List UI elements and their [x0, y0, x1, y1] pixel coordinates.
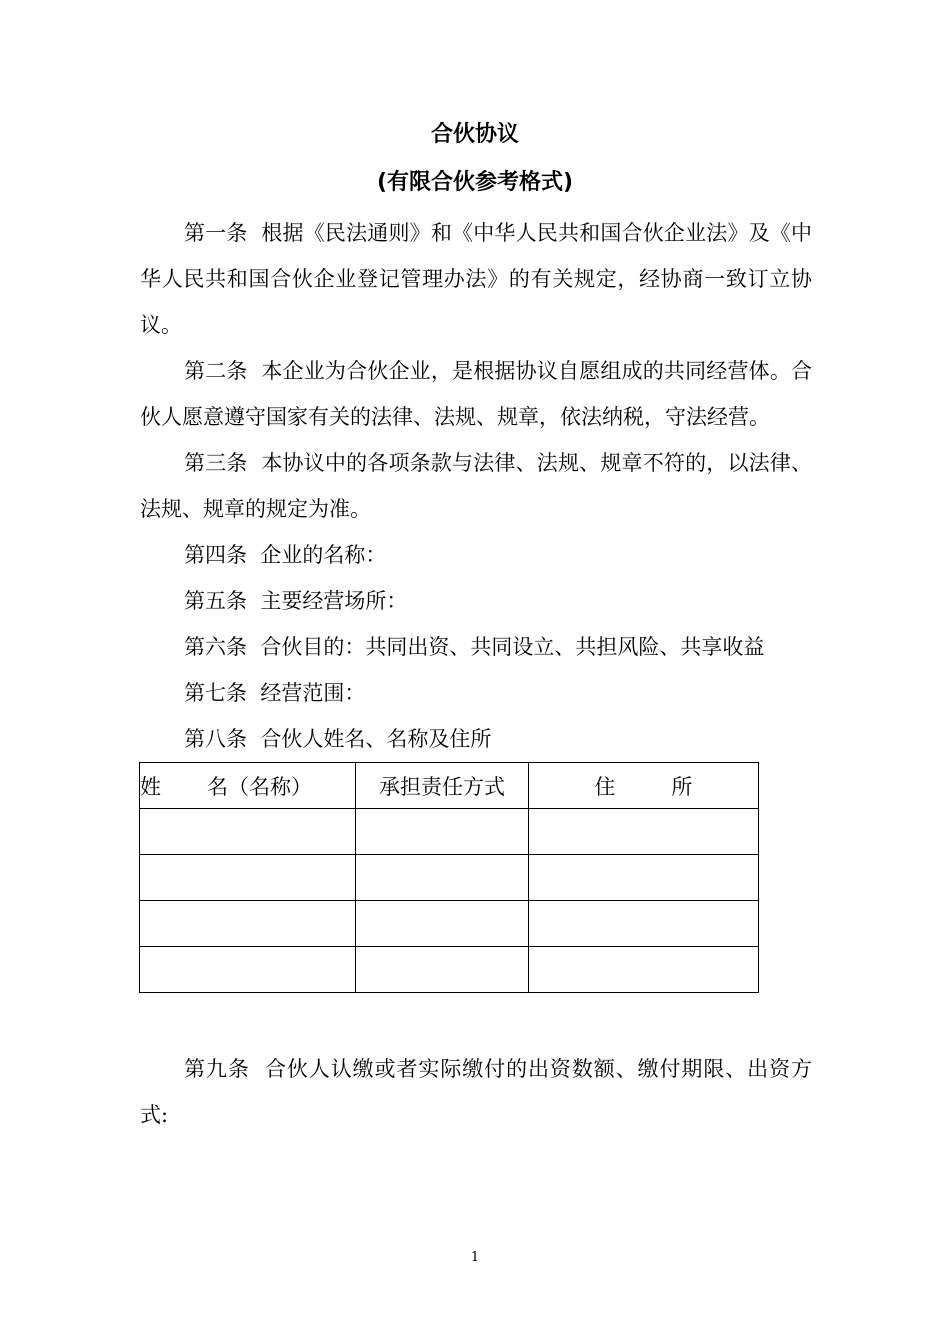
article-9-label: 第九条: [184, 1057, 250, 1081]
table-row: [140, 855, 759, 901]
header-liability: 承担责任方式: [356, 763, 528, 809]
document-subtitle: (有限合伙参考格式): [376, 170, 574, 195]
partner-table-header-row: [140, 763, 759, 809]
article-7: [140, 670, 812, 716]
article-5-text: 主要经营场所：: [260, 589, 408, 613]
header-address: 住 所: [528, 763, 758, 809]
article-1-text: 根据《民法通则》和《中华人民共和国合伙企业法》及《中华人民共和国合伙企业登记管理办法》的有关规定，经协商一致订立协议。: [140, 221, 813, 337]
table-cell: [140, 947, 356, 993]
table-cell: [140, 809, 356, 855]
article-7-text: 经营范围：: [260, 681, 366, 705]
table-row: [140, 809, 759, 855]
article-8-label: 第八条: [184, 727, 247, 751]
article-2-label: 第二条: [184, 359, 248, 383]
article-3-text: 本协议中的各项条款与法律、法规、规章不符的，以法律、法规、规章的规定为准。: [140, 451, 813, 521]
table-row: [140, 947, 759, 993]
page-number: 1: [470, 1250, 480, 1265]
article-3-label: 第三条: [184, 451, 248, 475]
table-cell: [140, 901, 356, 947]
table-cell: [356, 947, 528, 993]
article-6-label: 第六条: [184, 635, 247, 659]
table-cell: [528, 809, 758, 855]
partner-table: [139, 762, 759, 993]
article-6-text: 合伙目的：共同出资、共同设立、共担风险、共享收益: [260, 635, 765, 659]
document-title: 合伙协议: [430, 122, 519, 147]
table-cell: [528, 947, 758, 993]
article-5-label: 第五条: [184, 589, 247, 613]
header-name: 姓 名（名称）: [140, 763, 356, 809]
article-4-label: 第四条: [184, 543, 247, 567]
table-cell: [528, 901, 758, 947]
article-3: [140, 440, 812, 532]
table-row: [140, 901, 759, 947]
article-2-text: 本企业为合伙企业，是根据协议自愿组成的共同经营体。合伙人愿意遵守国家有关的法律、法规、规章，依法纳税，守法经营。: [140, 359, 813, 429]
table-cell: [356, 901, 528, 947]
table-cell: [528, 855, 758, 901]
article-1: [140, 210, 812, 348]
article-4: [140, 532, 812, 578]
table-cell: [356, 809, 528, 855]
article-9: [140, 1046, 812, 1138]
article-1-label: 第一条: [184, 221, 248, 245]
article-7-label: 第七条: [184, 681, 247, 705]
article-8-text: 合伙人姓名、名称及住所: [260, 727, 492, 751]
article-8: [140, 716, 812, 762]
article-9-text: 合伙人认缴或者实际缴付的出资数额、缴付期限、出资方式:: [140, 1057, 813, 1127]
article-6: [140, 624, 812, 670]
article-4-text: 企业的名称：: [260, 543, 387, 567]
table-cell: [140, 855, 356, 901]
article-5: [140, 578, 812, 624]
partner-table-body: [140, 809, 759, 993]
table-cell: [356, 855, 528, 901]
article-2: [140, 348, 812, 440]
